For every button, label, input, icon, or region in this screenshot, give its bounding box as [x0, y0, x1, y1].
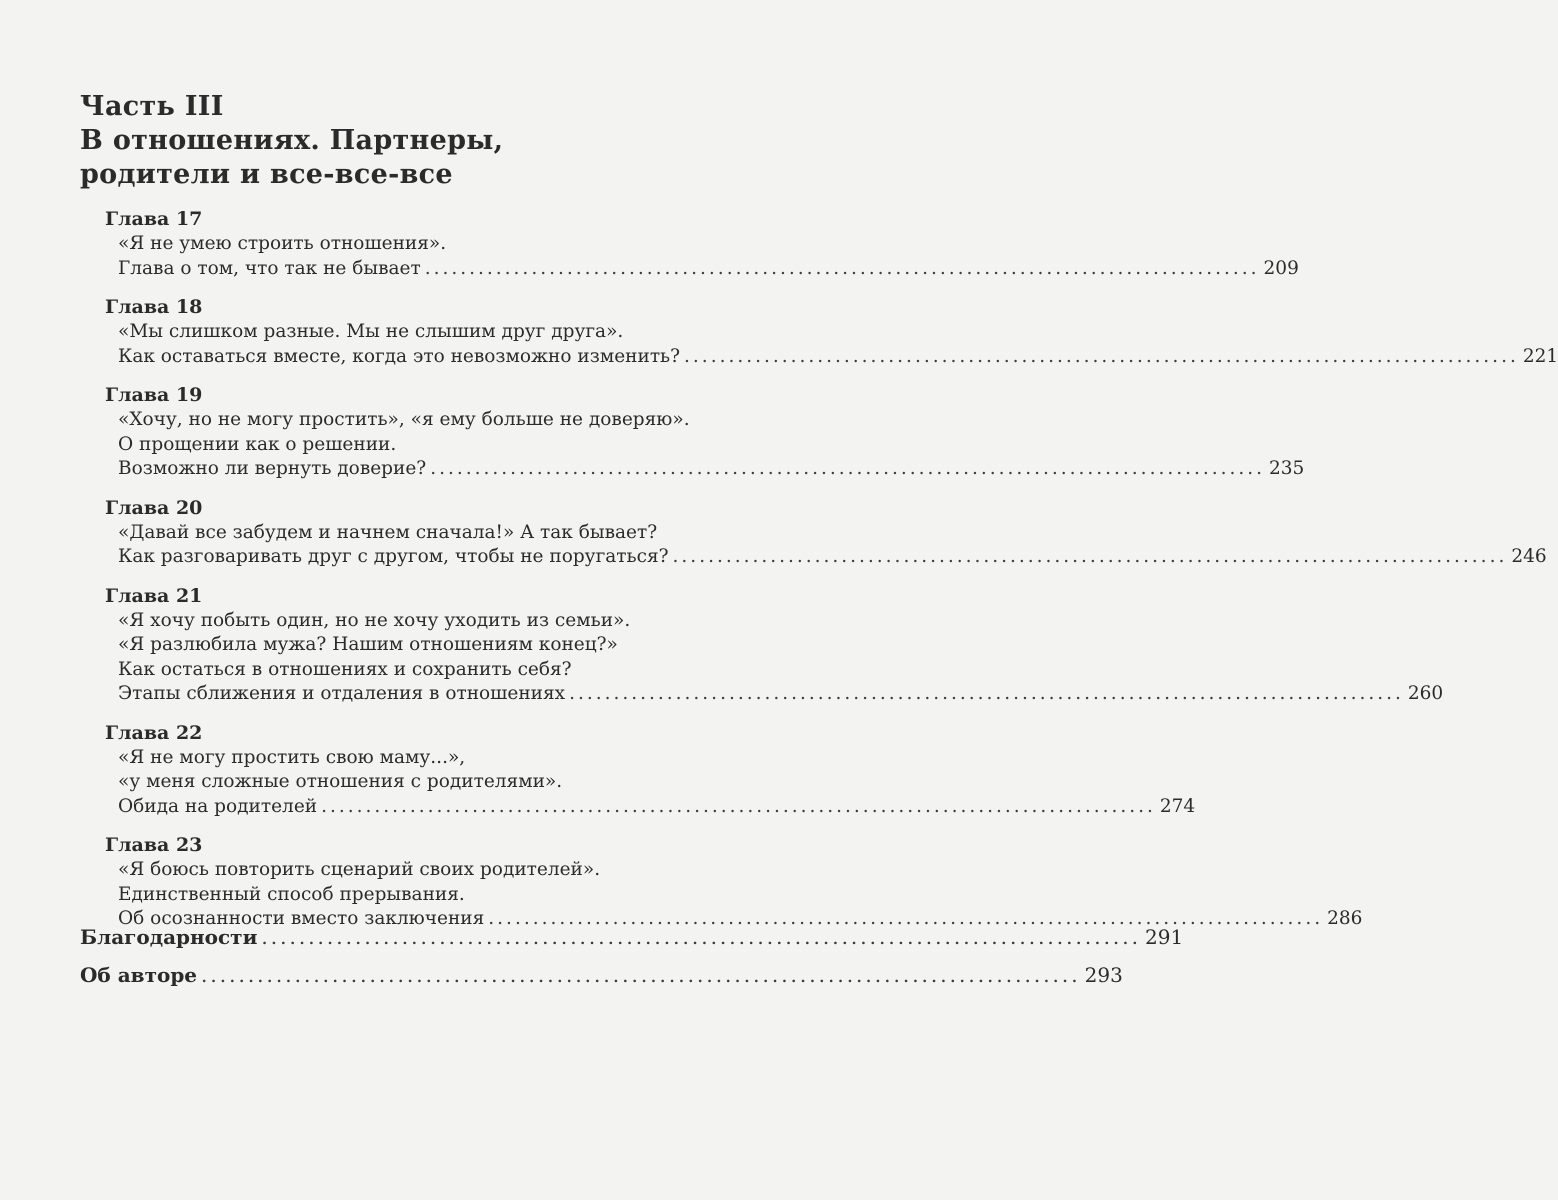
chapter-subtitle-line: «Я боюсь повторить сценарий своих родителей». [118, 859, 601, 880]
chapter-title: Глава 20 [105, 496, 203, 519]
chapter-title: Глава 19 [105, 384, 203, 406]
toc-entry-chapter-20[interactable] [105, 496, 1547, 570]
chapter-title: Глава 23 [105, 834, 203, 856]
toc-entry-chapter-17[interactable] [105, 207, 1299, 281]
chapter-final-line [118, 545, 1547, 570]
page-number: 291 [1145, 925, 1184, 949]
chapter-final-line [118, 795, 1196, 820]
part-heading-line: В отношениях. Партнеры, [80, 125, 504, 156]
page-number: 235 [1269, 458, 1305, 479]
chapter-subtitle-line: «Я не могу простить свою маму...», [118, 746, 466, 768]
page-number: 221 [1522, 345, 1558, 367]
page-number: 209 [1263, 257, 1299, 279]
chapter-final-text: Возможно ли вернуть доверие? [118, 458, 427, 479]
chapter-subtitle-line: «Я не умею строить отношения». [118, 233, 447, 254]
chapter-subtitle-line: Единственный способ прерывания. [118, 883, 465, 905]
back-matter-title: Об авторе [80, 963, 198, 987]
dot-leader: .............................................................................................. [672, 546, 1508, 567]
page-number: 246 [1511, 546, 1547, 567]
chapter-final-line [118, 682, 1444, 707]
chapter-subtitle-line: «у меня сложные отношения с родителями». [118, 771, 563, 792]
dot-leader: .............................................................................................. [201, 963, 1081, 987]
toc-entry-chapter-21[interactable] [105, 584, 1444, 707]
dot-leader: .............................................................................................. [321, 795, 1156, 817]
chapter-subtitle-line: Как остаться в отношениях и сохранить себя? [118, 658, 572, 680]
chapter-final-text: Об осознанности вместо заключения [118, 908, 485, 929]
toc-entry-chapter-22[interactable] [105, 721, 1196, 820]
dot-leader: .............................................................................................. [430, 458, 1266, 479]
dot-leader: .............................................................................................. [569, 683, 1404, 704]
back-matter-list [80, 918, 1184, 994]
part-heading-line: Часть III [80, 91, 224, 122]
toc-entry-chapter-18[interactable] [105, 295, 1558, 369]
dot-leader: .............................................................................................. [424, 257, 1260, 279]
part-heading-line: родители и все-все-все [80, 159, 453, 190]
chapter-final-text: Этапы сближения и отдаления в отношениях [118, 683, 566, 704]
chapter-subtitle-line: «Мы слишком разные. Мы не слышим друг друга». [118, 321, 624, 342]
chapter-subtitle-line: «Хочу, но не могу простить», «я ему больше не доверяю». [118, 409, 690, 430]
chapter-final-text: Как разговаривать друг с другом, чтобы не поругаться? [118, 546, 669, 567]
dot-leader: .............................................................................................. [488, 908, 1324, 929]
chapter-subtitle-line: «Я хочу побыть один, но не хочу уходить из семьи». [118, 609, 631, 631]
dot-leader: .............................................................................................. [261, 925, 1142, 949]
dot-leader: .............................................................................................. [684, 345, 1519, 367]
chapter-final-text: Как оставаться вместе, когда это невозможно изменить? [118, 345, 681, 367]
chapter-final-line [118, 257, 1299, 282]
chapter-final-line [118, 345, 1558, 370]
toc-entry-acknowledgements[interactable] [80, 918, 1184, 956]
page-number: 274 [1159, 795, 1196, 817]
chapter-title: Глава 22 [105, 721, 203, 744]
chapter-subtitle-line: «Давай все забудем и начнем сначала!» А так бывает? [118, 521, 658, 543]
chapter-final-text: Обида на родителей [118, 795, 318, 817]
chapter-title: Глава 18 [105, 296, 203, 318]
chapter-subtitle-line: О прощении как о решении. [118, 433, 397, 455]
toc-entry-chapter-23[interactable] [105, 833, 1363, 932]
toc-entry-about-author[interactable] [80, 956, 1123, 994]
chapter-final-text: Глава о том, что так не бывает [118, 257, 421, 279]
toc-entry-chapter-19[interactable] [105, 383, 1305, 482]
chapter-title: Глава 17 [105, 208, 203, 230]
page-number: 286 [1327, 908, 1363, 929]
chapter-subtitle-line: «Я разлюбила мужа? Нашим отношениям конец?» [118, 634, 618, 655]
chapter-title: Глава 21 [105, 584, 203, 607]
back-matter-title: Благодарности [80, 925, 258, 949]
page-number: 293 [1084, 963, 1123, 987]
chapter-final-line [118, 457, 1305, 482]
part-heading [80, 90, 503, 192]
page-number: 260 [1407, 683, 1444, 704]
